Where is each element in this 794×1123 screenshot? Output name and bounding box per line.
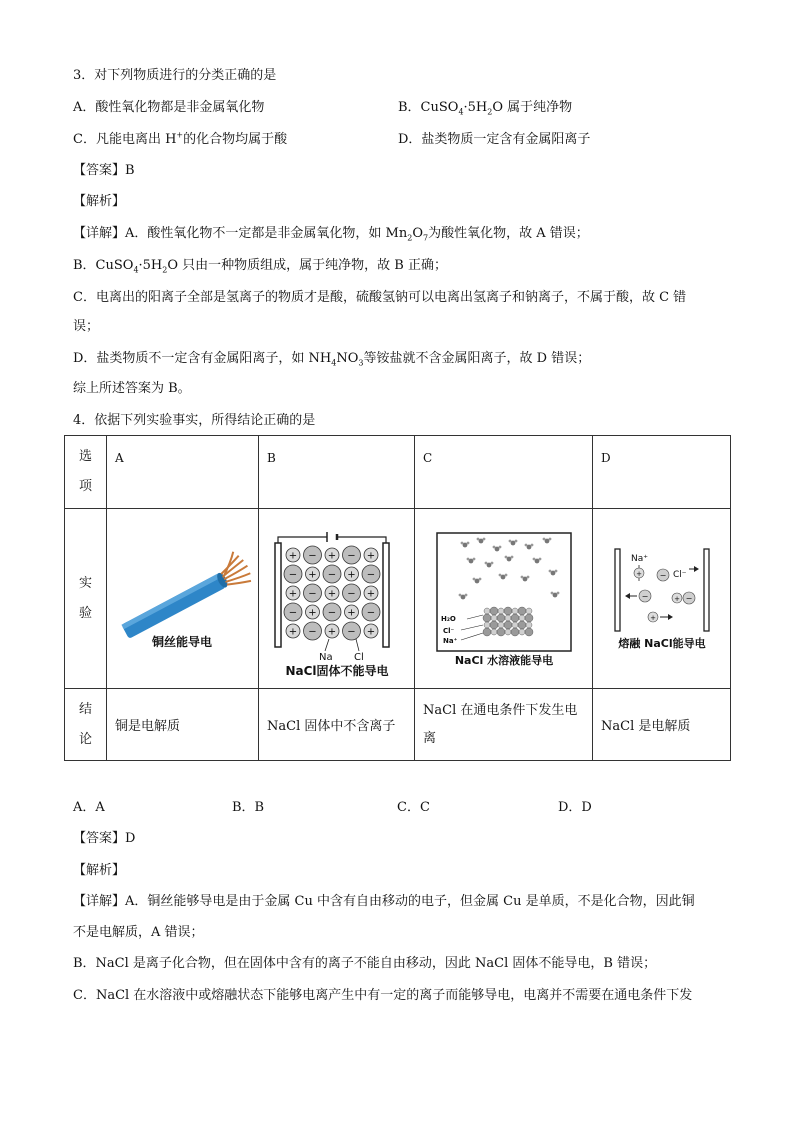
caption-b: NaCl固体不能导电 (285, 664, 389, 678)
svg-text:+: + (347, 569, 356, 581)
label-na: Na (319, 652, 333, 663)
conclusion-c: NaCl 在通电条件下发生电离 (415, 689, 593, 761)
svg-text:−: − (327, 569, 337, 581)
caption-d: 熔融 NaCl能导电 (618, 637, 706, 650)
figure-c-nacl-solution (415, 509, 593, 689)
q4-choice-a: A．A (73, 800, 105, 815)
crystal-ion (497, 628, 505, 636)
q3-detail-line-4: D．盐类物质不一定含有金属阳离子，如 $NH_4NO_3$等铵盐就不含金属阳离子，故 D 错误； (73, 351, 591, 368)
table-row-options (65, 436, 731, 509)
nacl-solution-figure (415, 509, 593, 685)
label-cl: Cl (354, 652, 364, 663)
col-header-d: D (593, 436, 731, 509)
q3-analysis-tag: 【解析】 (73, 194, 126, 209)
crystal-ion (504, 621, 512, 629)
q4-choice-b: B．B (232, 800, 265, 815)
crystal-ion (519, 629, 525, 635)
electrode-left (275, 543, 281, 647)
q3-detail-line-3: C．电离出的阳离子全部是氢离子的物质才是酸，硫酸氢钠可以电离出氢离子和钠离子，不属于酸，故 C 错 (73, 290, 687, 305)
crystal-ion (512, 608, 518, 614)
svg-text:−: − (347, 588, 356, 600)
crystal-ion (497, 614, 505, 622)
crystal-ion (525, 628, 533, 636)
table-row-experiments (65, 509, 731, 689)
q4-detail-line-2: B．NaCl 是离子化合物，但在固体中含有的离子不能自由移动，因此 NaCl 固体不能导电，B 错误； (73, 956, 657, 971)
q4-detail-line-1b: 不是电解质，A 错误； (73, 925, 204, 940)
label-na: Na⁺ (631, 554, 648, 564)
electrode-right (704, 549, 709, 631)
svg-text:+: + (288, 626, 298, 638)
crystal-ion (490, 607, 498, 615)
svg-text:+: + (366, 626, 376, 638)
crystal-ion (505, 615, 511, 621)
svg-text:+: + (366, 550, 376, 562)
crystal-ion (491, 615, 497, 621)
q3-option-b: B．$CuSO_4\cdot 5H_2O$ 属于纯净物 (398, 100, 573, 117)
conclusion-d: NaCl 是电解质 (593, 689, 731, 761)
answer-value: D (125, 831, 136, 846)
svg-text:+: + (674, 595, 680, 603)
svg-text:−: − (347, 626, 356, 638)
svg-text:−: − (347, 550, 356, 562)
crystal-ion (526, 622, 532, 628)
col-header-c: C (415, 436, 593, 509)
crystal-ion (483, 614, 491, 622)
crystal-ion (505, 629, 511, 635)
crystal-ion (518, 607, 526, 615)
svg-text:+: + (347, 607, 356, 619)
svg-text:−: − (327, 607, 337, 619)
experiment-table (64, 435, 731, 761)
col-header-b: B (259, 436, 415, 509)
answer-tag: 【答案】 (73, 163, 126, 178)
q3-option-d: D．盐类物质一定含有金属阳离子 (398, 132, 591, 147)
q4-detail-line-1: 【详解】A．铜丝能够导电是由于金属 Cu 中含有自由移动的电子，但金属 Cu 是单质，不是化合物，因此铜 (73, 894, 695, 909)
crystal-ion (525, 614, 533, 622)
table-row-conclusions (65, 689, 731, 761)
crystal-ion (511, 614, 519, 622)
q3-detail-line-3b: 误； (73, 319, 100, 334)
q3-detail-line-2: B．$CuSO_4\cdot 5H_2O$ 只由一种物质组成，属于纯净物，故 B 正确； (73, 258, 447, 275)
electrode-right (383, 543, 389, 647)
label-h2o: H₂O (441, 615, 456, 623)
caption-c: NaCl 水溶液能导电 (454, 654, 554, 667)
crystal-ion (512, 622, 518, 628)
svg-text:−: − (366, 607, 376, 619)
answer-value: B (125, 163, 135, 178)
svg-text:+: + (288, 550, 298, 562)
col-header-a: A (107, 436, 259, 509)
crystal-ion (484, 608, 490, 614)
svg-text:+: + (366, 588, 376, 600)
molten-nacl-figure (593, 509, 731, 685)
svg-text:−: − (288, 607, 298, 619)
svg-text:+: + (308, 569, 317, 581)
q3-stem: 3．对下列物质进行的分类正确的是 (73, 68, 277, 83)
crystal-ion (504, 607, 512, 615)
svg-text:+: + (327, 626, 337, 638)
q3-answer (73, 162, 135, 180)
label-cl: Cl⁻ (443, 627, 455, 635)
conclusion-b: NaCl 固体中不含离子 (259, 689, 415, 761)
label-na: Na⁺ (443, 637, 458, 645)
q4-answer (73, 830, 135, 848)
caption-a: 铜丝能导电 (151, 635, 213, 649)
crystal-ion (526, 608, 532, 614)
crystal-ion (498, 608, 504, 614)
crystal-ion (518, 621, 526, 629)
crystal-ion (490, 621, 498, 629)
q3-option-c: C．凡能电离出 H+的化合物均属于酸 (73, 130, 288, 147)
svg-text:−: − (641, 592, 649, 601)
q3-detail-line-1: 【详解】A．酸性氧化物不一定都是非金属氧化物，如 $Mn_2O_7$为酸性氧化物，故 A 错误； (73, 226, 589, 243)
crystal-ion (483, 628, 491, 636)
q3-detail-line-5: 综上所述答案为 B。 (73, 381, 191, 396)
copper-wire-figure (107, 509, 259, 685)
q4-analysis-tag: 【解析】 (73, 863, 126, 878)
svg-text:−: − (308, 626, 317, 638)
svg-text:+: + (636, 570, 642, 578)
svg-text:−: − (308, 588, 317, 600)
svg-text:+: + (308, 607, 317, 619)
row-label-conclusion: 结论 (65, 689, 107, 761)
label-cl: Cl⁻ (673, 570, 687, 580)
figure-a-copper-wire (107, 509, 259, 689)
conclusion-a: 铜是电解质 (107, 689, 259, 761)
figure-d-molten-nacl (593, 509, 731, 689)
svg-text:+: + (327, 550, 337, 562)
svg-text:−: − (308, 550, 317, 562)
row-label-option: 选项 (65, 436, 107, 509)
figure-b-solid-nacl (259, 509, 415, 689)
crystal-ion (484, 622, 490, 628)
q4-choice-c: C．C (397, 800, 430, 815)
crystal-ion (498, 622, 504, 628)
svg-text:+: + (288, 588, 298, 600)
svg-text:+: + (327, 588, 337, 600)
answer-tag: 【答案】 (73, 831, 126, 846)
electrode-left (615, 549, 620, 631)
solid-nacl-figure (259, 509, 415, 685)
svg-text:−: − (685, 594, 693, 603)
svg-text:−: − (659, 571, 667, 580)
q4-stem: 4．依据下列实验事实，所得结论正确的是 (73, 413, 316, 428)
svg-text:+: + (650, 614, 656, 622)
svg-text:−: − (288, 569, 298, 581)
svg-text:−: − (366, 569, 376, 581)
crystal-ion (519, 615, 525, 621)
row-label-experiment: 实验 (65, 509, 107, 689)
crystal-ion (511, 628, 519, 636)
crystal-ion (491, 629, 497, 635)
q4-choice-d: D．D (558, 800, 592, 815)
q4-detail-line-3: C．NaCl 在水溶液中或熔融状态下能够电离产生中有一定的离子而能够导电，电离并不需要在通电条件下发 (73, 988, 693, 1003)
q3-option-a: A．酸性氧化物都是非金属氧化物 (73, 100, 265, 115)
